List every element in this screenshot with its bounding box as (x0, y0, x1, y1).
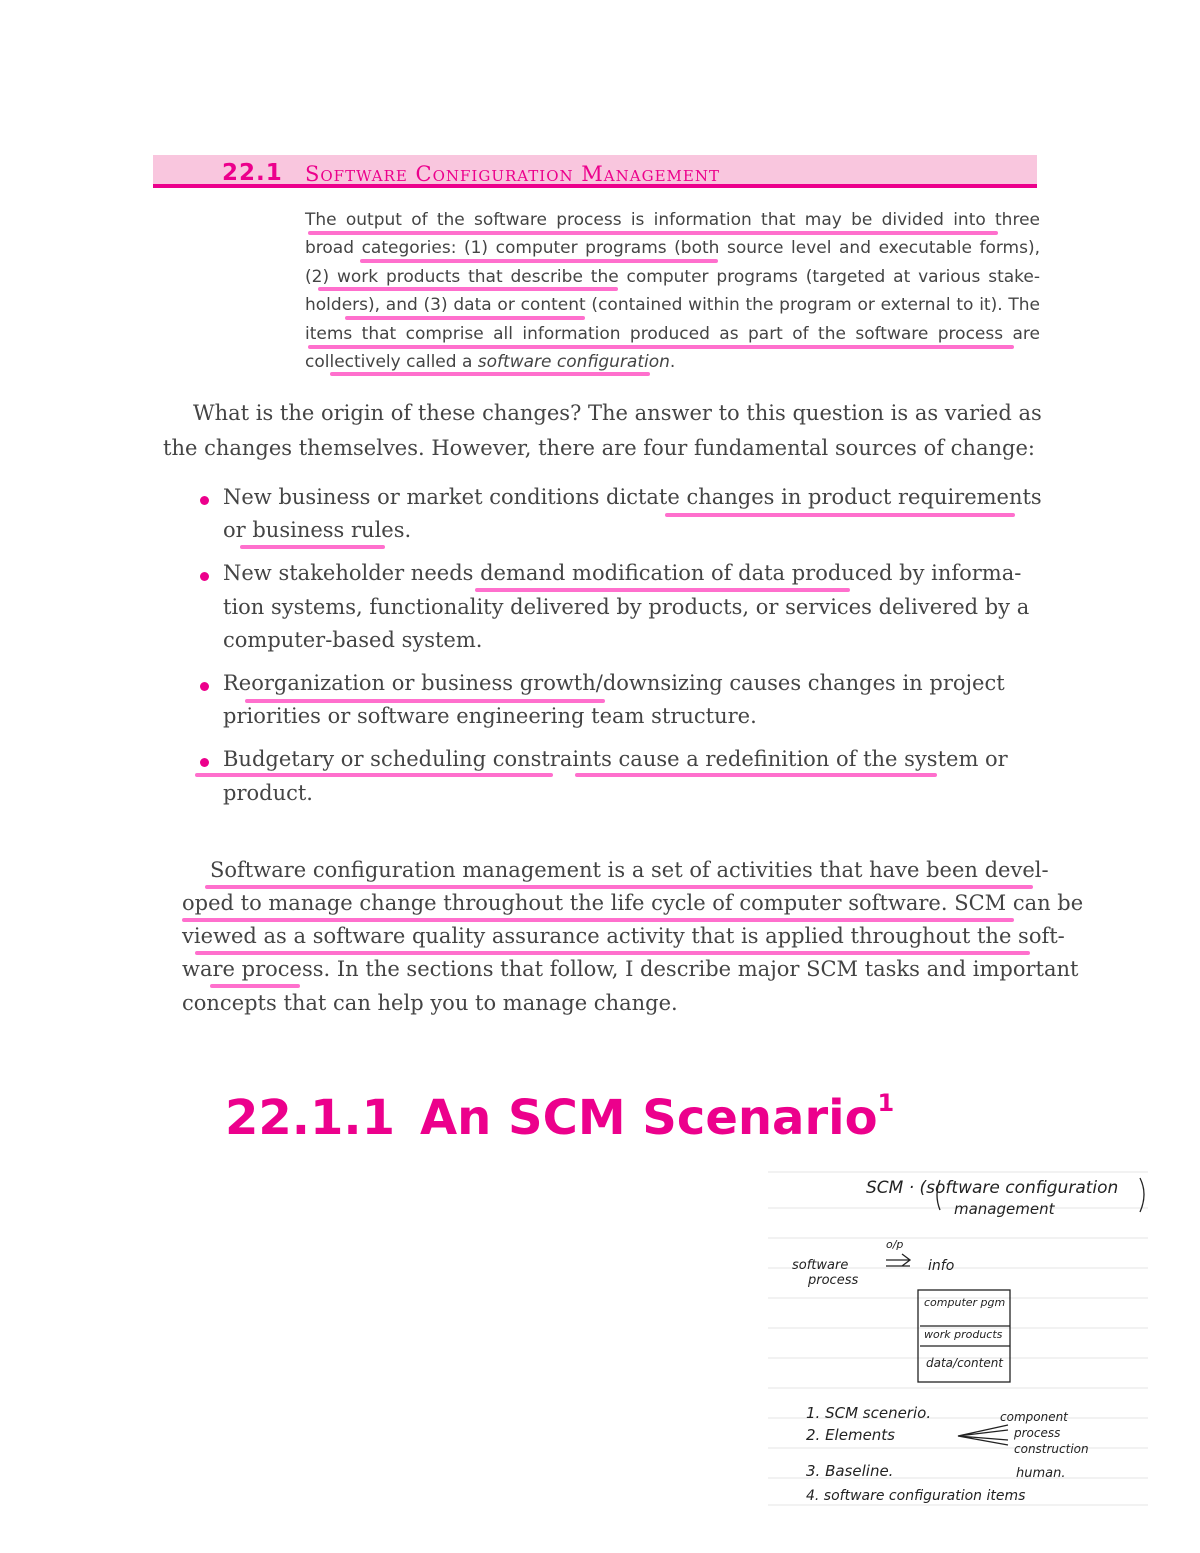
bullet-4-line: product. (223, 781, 313, 805)
note-element: process (1014, 1426, 1061, 1440)
bullet-1-line: New business or market conditions dictate changes in product requirements (223, 485, 1042, 509)
note-box-item: data/content (926, 1356, 1004, 1370)
intro-line: items that comprise all information produced as part of the software process are (305, 323, 1040, 344)
scm-line: Software configuration management is a set of activities that have been devel- (210, 858, 1049, 882)
note-target: info (928, 1258, 955, 1274)
note-title-2: management (954, 1200, 1055, 1218)
note-list-item: 4. software configuration items (806, 1488, 1026, 1504)
note-element: human. (1016, 1466, 1066, 1481)
intro-line: The output of the software process is information that may be divided into three (305, 210, 1040, 230)
highlight-mark (318, 287, 618, 291)
highlight-mark (240, 545, 385, 549)
note-element: component (1000, 1410, 1068, 1424)
highlight-mark (308, 231, 998, 235)
highlight-mark (195, 773, 553, 777)
handwritten-notes (768, 1160, 1148, 1520)
bullet-2-line: tion systems, functionality delivered by products, or services delivered by a (223, 595, 1030, 619)
footnote-marker: 1 (877, 1089, 895, 1117)
intro-last-prefix: collectively called a (305, 352, 478, 373)
bullet-dot (200, 572, 209, 581)
origin-line: the changes themselves. However, there are four fundamental sources of change: (163, 436, 1035, 460)
bullet-dot (200, 682, 209, 691)
scm-line: oped to manage change throughout the life cycle of computer software. SCM can be (182, 891, 1084, 915)
highlight-mark (245, 699, 605, 703)
highlight-mark (575, 773, 937, 777)
intro-line: broad categories: (1) computer programs (both source level and executable forms), (305, 238, 1040, 259)
highlight-mark (195, 951, 1030, 955)
highlight-mark (345, 316, 585, 320)
note-box-item: work products (924, 1328, 1003, 1341)
origin-line: What is the origin of these changes? The answer to this question is as varied as (193, 401, 1042, 425)
bullet-dot (200, 758, 209, 767)
intro-term: software configuration (477, 352, 670, 373)
intro-line: (2) work products that describe the computer programs (targeted at various stake- (305, 266, 1040, 287)
bullet-3-line: Reorganization or business growth/downsizing causes changes in project (223, 671, 1005, 695)
section-title: Software Configuration Management (305, 162, 720, 186)
intro-line: holders), and (3) data or content (contained within the program or external to it). The (305, 295, 1040, 316)
scm-line: viewed as a software quality assurance activity that is applied throughout the soft- (182, 924, 1065, 948)
subsection-title: An SCM Scenario (420, 1090, 878, 1146)
note-source: process (808, 1273, 859, 1288)
highlight-mark (330, 372, 650, 376)
intro-last-suffix: . (669, 352, 676, 373)
subsection-heading (225, 1090, 894, 1146)
bullet-2-line: computer-based system. (223, 628, 483, 652)
highlight-mark (308, 345, 1014, 349)
double-arrow-icon (886, 1254, 910, 1266)
scm-line: ware process. In the sections that follow, I describe major SCM tasks and important (182, 957, 1079, 981)
branch-arrow-icon (958, 1425, 1008, 1445)
paren-right (1140, 1178, 1144, 1212)
note-list-item: 3. Baseline. (806, 1462, 894, 1480)
highlight-mark (205, 885, 1033, 889)
section-number: 22.1 (222, 160, 283, 186)
note-list-item: 1. SCM scenerio. (806, 1404, 932, 1422)
subsection-number: 22.1.1 (225, 1090, 396, 1146)
highlight-mark (360, 259, 718, 263)
note-element: construction (1014, 1442, 1089, 1456)
note-title: SCM · (software configuration (866, 1178, 1119, 1198)
highlight-mark (475, 588, 850, 592)
scm-line: concepts that can help you to manage change. (182, 991, 678, 1015)
note-op: o/p (886, 1238, 904, 1251)
note-box-item: computer pgm (924, 1296, 1006, 1309)
bullet-3-line: priorities or software engineering team structure. (223, 704, 757, 728)
note-list-item: 2. Elements (806, 1426, 895, 1444)
note-source: software (792, 1258, 849, 1273)
highlight-mark (665, 513, 1015, 517)
highlight-mark (182, 918, 1014, 922)
bullet-2-line: New stakeholder needs demand modification of data produced by informa- (223, 561, 1022, 585)
bullet-dot (200, 496, 209, 505)
bullet-4-line: Budgetary or scheduling constraints cause a redefinition of the system or (223, 747, 1008, 771)
highlight-mark (210, 984, 300, 988)
bullet-1-line: or business rules. (223, 518, 412, 542)
